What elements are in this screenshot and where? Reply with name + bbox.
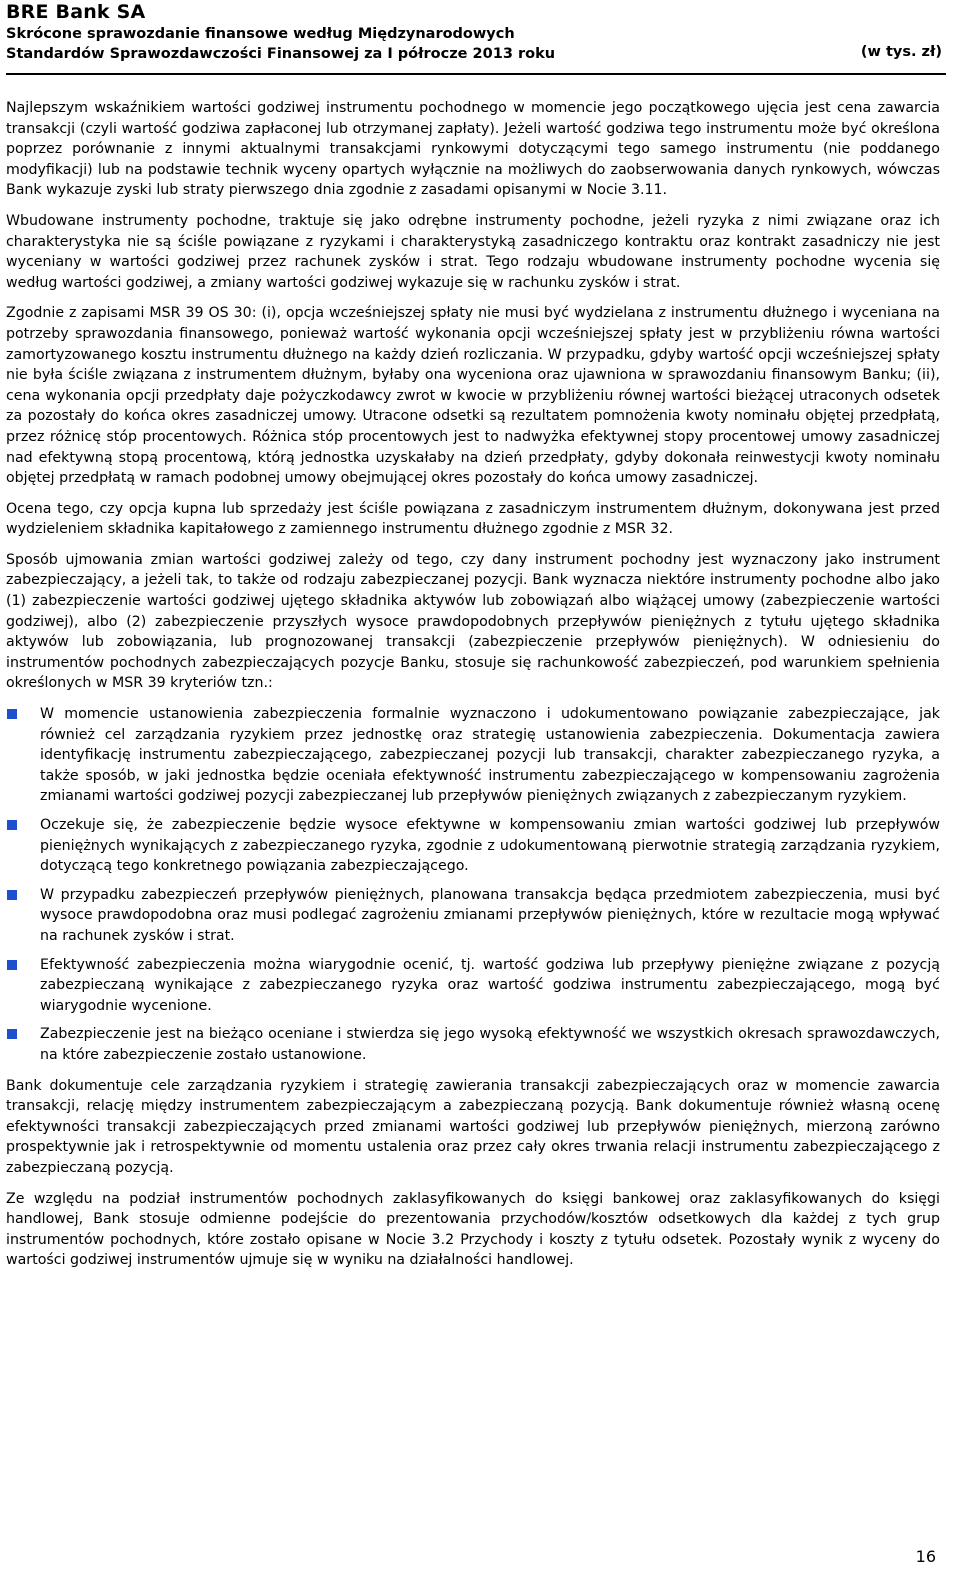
report-title-line-1: Skrócone sprawozdanie finansowe według Międzynarodowych	[6, 26, 515, 42]
list-item	[6, 1024, 940, 1065]
list-item-text: W momencie ustanowienia zabezpieczenia formalnie wyznaczono i udokumentowano powiązanie zabezpieczające, jak również cel zarządzania ryzykiem przez jednostkę oraz strategię ustanowienia zabezpieczenia. Dokumentacja zawiera identyfikację instrumentu zabezpieczającego, zabezpieczanej pozycji lub transakcji, charakter zabezpieczanego ryzyka, a także sposób, w jaki jednostka będzie oceniała efektywność instrumentu zabezpieczającego w kompensowaniu zagrożenia zmianami wartości godziwej pozycji zabezpieczanej lub przepływów pieniężnych związanych z zabezpieczanym ryzykiem.	[40, 706, 940, 805]
list-item	[6, 704, 940, 807]
list-item-text: Oczekuje się, że zabezpieczenie będzie wysoce efektywne w kompensowaniu zmian wartości godziwej lub przepływów pieniężnych wynikających z zabezpieczanego ryzyka, zgodnie z udokumentowaną pierwotnie strategią zarządzania ryzykiem, dotyczącą tego konkretnego powiązania zabezpieczającego.	[40, 817, 940, 875]
paragraph: Ze względu na podział instrumentów pochodnych zaklasyfikowanych do księgi bankowej oraz zaklasyfikowanych do księgi handlowej, Bank stosuje odmienne podejście do prezentowania przychodów/kosztów odsetkowych dla każdej z tych grup instrumentów pochodnych, które zostało opisane w Nocie 3.2 Przychody i koszty z tytułu odsetek. Pozostały wynik z wyceny do wartości godziwej instrumentów ujmuje się w wyniku na działalności handlowej.	[6, 1190, 940, 1269]
list-item	[6, 815, 940, 877]
list-item-text: Efektywność zabezpieczenia można wiarygodnie ocenić, tj. wartość godziwa lub przepływy pieniężne związane z pozycją zabezpieczaną wynikające z zabezpieczanego ryzyka oraz wartość godziwa instrumentu zabezpieczającego, mogą być wiarygodnie wycenione.	[40, 956, 940, 1014]
square-bullet-icon	[7, 709, 17, 719]
report-title-row-2	[6, 44, 946, 64]
paragraph: Najlepszym wskaźnikiem wartości godziwej instrumentu pochodnego w momencie jego początkowego ujęcia jest cena zawarcia transakcji (czyli wartość godziwa zapłaconej lub otrzymanej zapłaty). Jeżeli wartość godziwa tego instrumentu może być określona poprzez porównanie z innymi aktualnymi transakcjami rynkowymi dotyczącymi tego samego instrumentu (nie poddanego modyfikacji) lub na podstawie technik wyceny opartych wyłącznie na możliwych do zaobserwowania danych rynkowych, wówczas Bank wykazuje zyski lub straty pierwszego dnia zgodnie z zasadami opisanymi w Nocie 3.11.	[6, 100, 940, 199]
list-item-text: W przypadku zabezpieczeń przepływów pieniężnych, planowana transakcja będąca przedmiotem zabezpieczenia, musi być wysoce prawdopodobna oraz musi podlegać zagrożeniu zmianami przepływów pieniężnych, które w rezultacie mogą wpływać na rachunek zysków i strat.	[40, 886, 940, 944]
list-item-text: Zabezpieczenie jest na bieżąco oceniane i stwierdza się jego wysoką efektywność we wszystkich okresach sprawozdawczych, na które zabezpieczenie zostało ustanowione.	[40, 1026, 940, 1063]
list-item	[6, 885, 940, 947]
page-number: 16	[915, 1547, 936, 1566]
report-header	[6, 0, 946, 64]
paragraph: Bank dokumentuje cele zarządzania ryzykiem i strategię zawierania transakcji zabezpieczających oraz w momencie zawarcia transakcji, relację między instrumentem zabezpieczającym a zabezpieczaną pozycją. Bank dokumentuje również własną ocenę efektywności transakcji zabezpieczających przed zmianami wartości godziwej lub przepływów pieniężnych, mierzoną zarówno prospektywnie jak i retrospektywnie od momentu ustalenia oraz przez cały okres trwania relacji instrumentu zabezpieczającego z zabezpieczaną pozycją.	[6, 1077, 940, 1176]
square-bullet-icon	[7, 820, 17, 830]
paragraph: Zgodnie z zapisami MSR 39 OS 30: (i), opcja wcześniejszej spłaty nie musi być wydzielana z instrumentu dłużnego i wyceniana na potrzeby sprawozdania finansowego, ponieważ wartość wykonania opcji wcześniejszej spłaty jest w przybliżeniu równa wartości zamortyzowanego kosztu instrumentu dłużnego na każdy dzień rozliczania. W przypadku, gdyby wartość opcji wcześniejszej spłaty nie była ściśle związana z instrumentem dłużnym, byłaby ona wyceniona oraz ujawniona w sprawozdaniu finansowym Banku; (ii), cena wykonania opcji przedpłaty daje pożyczkodawcy zwrot w kwocie w przybliżeniu równej wartości bieżącej utraconych odsetek za pozostały do końca okres zasadniczej umowy. Utracone odsetki są rezultatem pomnożenia kwoty nominału objętej przedpłatą, przez różnicę stóp procentowych. Różnica stóp procentowych jest to nadwyżka efektywnej stopy procentowej umowy zasadniczej nad efektywną stopą procentową, którą jednostka uzyskałaby na dzień przedpłaty, gdyby dokonała reinwestycji kwoty nominału objętej przedpłatą w ramach podobnej umowy obejmującej okres pozostały do końca umowy zasadniczej.	[6, 305, 940, 487]
list-item	[6, 955, 940, 1017]
paragraph: Sposób ujmowania zmian wartości godziwej zależy od tego, czy dany instrument pochodny jest wyznaczony jako instrument zabezpieczający, a jeżeli tak, to także od rodzaju zabezpieczanej pozycji. Bank wyznacza niektóre instrumenty pochodne albo jako (1) zabezpieczenie wartości godziwej ujętego składnika aktywów lub zobowiązań albo wiążącej umowy (zabezpieczenie wartości godziwej), albo (2) zabezpieczenie przyszłych wysoce prawdopodobnych przepływów pieniężnych z tytułu ujętego składnika aktywów lub zobowiązania, lub prognozowanej transakcji (zabezpieczenie przepływów pieniężnych). W odniesieniu do instrumentów pochodnych zabezpieczających pozycje Banku, stosuje się rachunkowość zabezpieczeń, pod warunkiem spełnienia określonych w MSR 39 kryteriów tzn.:	[6, 551, 940, 692]
paragraph: Wbudowane instrumenty pochodne, traktuje się jako odrębne instrumenty pochodne, jeżeli ryzyka z nimi związane oraz ich charakterystyka nie są ściśle powiązane z ryzykami i charakterystyką zasadniczego kontraktu oraz kontrakt zasadniczy nie jest wyceniany w wartości godziwej przez rachunek zysków i strat. Tego rodzaju wbudowane instrumenty pochodne wycenia się według wartości godziwej, a zmiany wartości godziwej wykazuje się w rachunku zysków i strat.	[6, 212, 940, 291]
square-bullet-icon	[7, 1029, 17, 1039]
square-bullet-icon	[7, 890, 17, 900]
paragraph: Ocena tego, czy opcja kupna lub sprzedaży jest ściśle powiązana z zasadniczym instrumentem dłużnym, dokonywana jest przed wydzieleniem składnika kapitałowego z zamiennego instrumentu dłużnego zgodnie z MSR 32.	[6, 500, 940, 538]
currency-unit: (w tys. zł)	[860, 44, 942, 60]
document-body	[6, 98, 940, 1281]
header-divider	[6, 73, 946, 75]
report-title-line-2: Standardów Sprawozdawczości Finansowej za I półrocze 2013 roku	[6, 46, 556, 62]
hedge-criteria-list	[6, 704, 940, 1066]
company-name: BRE Bank SA	[6, 1, 146, 23]
square-bullet-icon	[7, 960, 17, 970]
